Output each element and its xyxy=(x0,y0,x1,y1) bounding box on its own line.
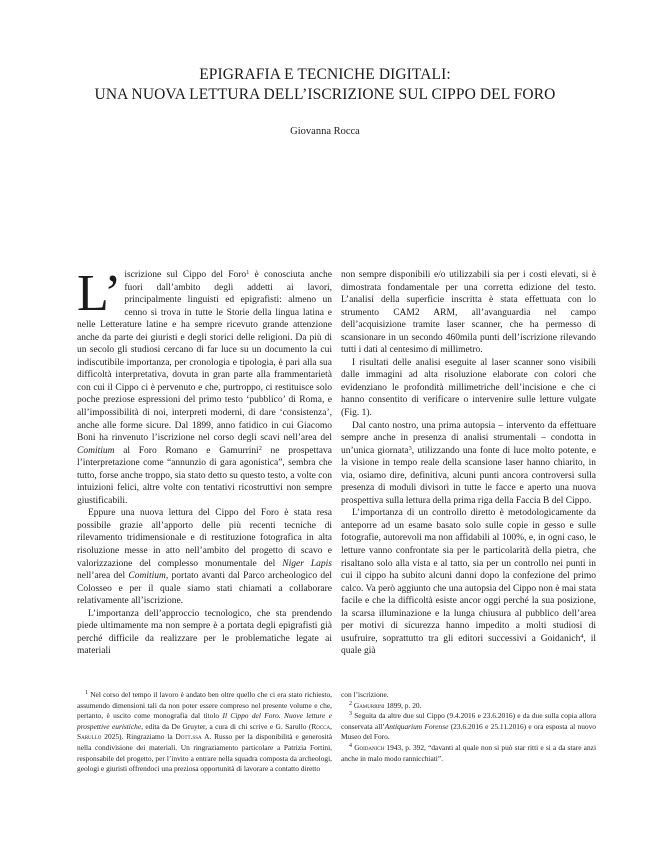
paragraph-4: I risultati delle analisi eseguite al laser scanner sono visibili dalle immagini ad alta risoluzione elaborate con colori che evidenziano le profondità millimetriche dell’incisione e che ci hanno consentito di verificare o intervenire sulle letture vulgate (Fig. 1). xyxy=(341,357,596,419)
footnote-1-continued: con l’iscrizione. xyxy=(341,690,389,699)
paragraph-2: Eppure una nuova lettura del Cippo del Foro è stata resa possibile grazie all’apporto delle più recenti tecniche di rilevamento tridimensionale e di restituzione fotografica in alta risoluzione messe in atto nell’ambito del progetto di scavo e valorizzazione del complesso monumentale del Niger Lapis nell’area del Comitium, portato avanti dal Parco archeologico del Colosseo e per il quale siamo stati chiamati a collaborare relativamente all’iscrizione. xyxy=(77,508,332,607)
author-name: Giovanna Rocca xyxy=(290,126,360,137)
paragraph-1: L’ iscrizione sul Cippo del Foro$^1$ è conosciuta anche fuori dall’ambito degli addetti ai lavori, principalmente linguisti ed epigrafisti: almeno un cenno si trova in tutte le Storie della lingua latina e nelle Letterature latine e ha sempre ricevuto grande attenzione anche da parte dei giuristi e degli storici delle religioni. Da più di un secolo gli studiosi cercano di far luce su un documento la cui indiscutibile importanza, per cronologia e tipologia, è pari alla sua difficoltà interpretativa, dovuta in gran parte alla frammentarietà con cui il Cippo ci è pervenuto e che, purtroppo, ci restituisce solo poche preziose espressioni del primo testo ‘pubblico’ di Roma, e all’impossibilità di noi, interpreti moderni, di dare ‘consistenza’, anche alle forme sicure. Dal 1899, anno fatidico in cui Giacomo Boni ha rinvenuto l’iscrizione nel corso degli scavi nell’area del Comitium al Foro Romano e Gamurrini$^2$ ne prospettava l’interpretazione come “annunzio di gara agonistica”, sembra che tutto, forse anche troppo, sia stato detto su questo testo, a volte con intuizioni felici, altre volte con tentativi ricostruttivi non sempre giustificabili. xyxy=(77,265,332,506)
footnote-2: $^2$ Gamurrini 1899, p. 20. xyxy=(349,700,422,710)
footnote-4: $^4$ Goidanich 1943, p. 392, “davanti al quale non si può star ritti e si a da stare anzi anche in malo modo rannicchiati”. xyxy=(341,742,596,763)
footnote-1: $^1$ Nel corso del tempo il lavoro è andato ben oltre quello che ci era stato richiesto, assumendo dimensioni tali da non poter essere compreso nel presente volume e che, pertanto, è uscito come monografia dal titolo Il Cippo del Foro. Nuove letture e prospettive euristiche, edita da De Gruyter, a cura di chi scrive e G. Sarullo (Rocca, Sarullo 2025). Ringraziamo la Dott.ssa A. Russo per la disponibilità e generosità nella condivisione dei materiali. Un ringraziamento particolare a Patrizia Fortini, responsabile del progetto, per l’invito a entrare nella squadra composta da archeologi, geologi e giuristi offrendoci una preziosa opportunità di lavorare a contatto diretto xyxy=(77,690,333,774)
article-title-line-1: EPIGRAFIA E TECNICHE DIGITALI: xyxy=(199,66,451,83)
paragraph-3-continued: non sempre disponibili e/o utilizzabili sia per i costi elevati, si è dimostrata fondamentale per una corretta edizione del testo. L’analisi della superficie inscritta è stata effettuata con lo strumento CAM2 ARM, all’avanguardia nel campo dell’acquisizione tramite laser scanner, che ha permesso di scansionare in un secondo 460mila punti dell’iscrizione rilevando tutti i dati al centesimo di millimetro. xyxy=(341,270,596,356)
drop-cap: L’ xyxy=(77,265,122,322)
footnote-ref-2[interactable]: 2 xyxy=(258,445,262,452)
footnote-3: $^3$ Seguita da altre due sul Cippo (9.4.2016 e 23.6.2016) e da due sulla copia allora conservata all’Antiquarium Forense (23.6.2016 e 25.11.2016) e ora esposta al nuovo Museo del Foro. xyxy=(341,711,596,742)
paragraph-5: Dal canto nostro, una prima autopsia – intervento da effettuare sempre anche in presenza di analisi strumentali – condotta in un’unica giornata$^3$, utilizzando una fonte di luce molto potente, e la visione in tempo reale della scansione laser hanno chiarito, in via, osiamo dire, definitiva, alcuni punti ancora controversi sulla presenza di moduli divisori in tutte le facce e aperto una nuova prospettiva sulla lettura della prima riga della Faccia B del Cippo. xyxy=(341,420,596,506)
footnotes-right xyxy=(341,690,596,764)
body-column-left xyxy=(77,265,332,658)
footnote-ref-1[interactable]: 1 xyxy=(246,270,250,276)
footnote-ref-3[interactable]: 3 xyxy=(408,445,412,452)
footnotes-left xyxy=(77,690,332,775)
body-column-right xyxy=(341,269,596,658)
paragraph-6: L’importanza di un controllo diretto è metodologicamente da anteporre ad un esame basato solo sulle copie in gesso e sulle fotografie, autorevoli ma non affidabili al 100%, e, in ogni caso, le letture vanno confrontate sia per le particolarità della pietra, che risaltano solo alla vista e al tatto, sia per un controllo nei punti in cui il cippo ha subito alcuni danni dopo la confezione del primo calco. Va però aggiunto che una autopsia del Cippo non è mai stata facile e che la difficoltà esiste ancor oggi perché la sua posizione, la scarsa illuminazione e la lunga chiusura al pubblico dell’area per motivi di sicurezza hanno impedito a molti studiosi di usufruire, soprattutto tra gli editori successivi a Goidanich$^4$, il quale già xyxy=(341,508,596,657)
paragraph-3: L’importanza dell’approccio tecnologico, che sta prendendo piede ultimamente ma non sempre è a portata degli epigrafisti già perché difficile da realizzare per le problematiche legate ai materiali xyxy=(77,608,332,657)
article-title-line-2: UNA NUOVA LETTURA DELL’ISCRIZIONE SUL CIPPO DEL FORO xyxy=(94,86,556,103)
footnote-ref-4[interactable]: 4 xyxy=(580,633,584,640)
